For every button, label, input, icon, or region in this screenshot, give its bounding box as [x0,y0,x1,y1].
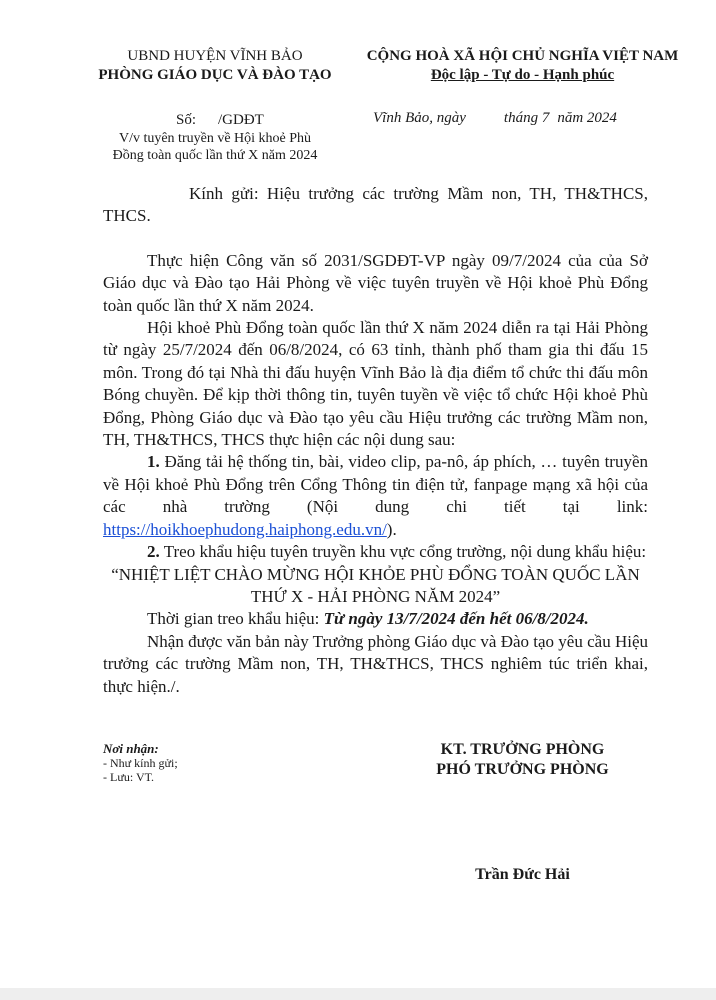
item-1-number: 1. [147,452,160,472]
recipients-title: Nơi nhận: [103,741,159,756]
doc-number-code: /GDĐT [218,112,264,128]
subject-line-2: Đồng toàn quốc lần thứ X năm 2024 [112,148,318,163]
display-time-value: Từ ngày 13/7/2024 đến hết 06/8/2024. [323,609,589,629]
closing-paragraph: Nhận được văn bản này Trưởng phòng Giáo dục và Đào tạo yêu cầu Hiệu trưởng các trường Mầm non, TH, TH&THCS, THCS nghiêm túc triển khai, thực hiện./. [103,631,648,696]
item-1 [103,451,648,541]
place-date-part-c: năm 2024 [557,110,617,126]
item-1-link[interactable]: https://hoikhoephudong.haiphong.edu.vn/ [103,519,387,539]
national-motto [345,47,700,85]
paragraph-2: Hội khoẻ Phù Đổng toàn quốc lần thứ X năm 2024 diễn ra tại Hải Phòng từ ngày 25/7/2024 đến 06/8/2024, có 63 tỉnh, thành phố tham gia thi đấu 15 môn. Trong đó tại Nhà thi đấu huyện Vĩnh Bảo là địa điểm tổ chức thi đấu môn Bóng chuyền. Để kịp thời thông tin, tuyên tuyền về việc tổ chức Hội khoẻ Phù Đổng, Phòng Giáo dục và Đào tạo yêu cầu Hiệu trưởng các trường Mầm non, TH, TH&THCS, THCS thực hiện các nội dung sau: [103,318,648,450]
item-2-number: 2. [147,542,160,562]
document-number [176,112,264,129]
item-1-text: Đăng tải hệ thống tin, bài, video clip, pa-nô, áp phích, … tuyên truyền về Hội khoẻ Phù Đổng trên Cổng Thông tin điện tử, fanpage mạng xã hội của các nhà trường (Nội dung chi tiết tại link: [103,452,649,517]
agency-district: UBND HUYỆN VĨNH BẢO [127,48,303,64]
display-time-label: Thời gian treo khẩu hiệu: [147,609,320,629]
signer-name: Trần Đức Hải [475,866,570,883]
place-date-part-b: tháng 7 [503,110,550,126]
issuing-agency [90,47,340,85]
doc-number-label: Số: [176,112,197,128]
nation-name: CỘNG HOÀ XÃ HỘI CHỦ NGHĨA VIỆT NAM [366,48,679,64]
greeting-line-1: Kính gửi: Hiệu trưởng các trường Mầm non, TH, TH&THCS, [189,184,648,203]
place-date-part-a: Vĩnh Bảo, ngày [373,110,466,126]
item-1-tail: ). [386,519,397,539]
item-2 [103,541,648,563]
place-and-date [373,110,617,127]
recipient-item: - Như kính gửi; [103,756,178,770]
page-bottom-edge [0,988,716,1000]
nation-motto: Độc lập - Tự do - Hạnh phúc [430,67,615,83]
signature-position: PHÓ TRƯỞNG PHÒNG [436,761,609,778]
signature-authority: KT. TRƯỞNG PHÒNG [440,741,605,758]
display-time [103,608,648,630]
item-2-text: Treo khẩu hiệu tuyên truyền khu vực cổng trường, nội dung khẩu hiệu: [163,542,647,562]
slogan-line-1: “NHIỆT LIỆT CHÀO MỪNG HỘI KHỎE PHÙ ĐỔNG TOÀN QUỐC LẦN [111,564,640,584]
signature-block [410,740,635,780]
slogan-line-2: THỨ X - HẢI PHÒNG NĂM 2024” [250,586,501,606]
letter-body [103,183,648,698]
paragraph-1: Thực hiện Công văn số 2031/SGDĐT-VP ngày 09/7/2024 của của Sở Giáo dục và Đào tạo Hải Phòng về việc tuyên truyền về Hội khoẻ Phù Đổng toàn quốc lần thứ X năm 2024. [103,250,648,315]
agency-department: PHÒNG GIÁO DỤC VÀ ĐÀO TẠO [98,67,332,83]
subject-line-1: V/v tuyên truyền về Hội khoẻ Phù [118,131,312,146]
document-subject [90,130,340,164]
recipient-item: - Lưu: VT. [103,770,155,784]
recipients-block [103,742,178,784]
greeting-line-2: THCS. [103,206,151,226]
